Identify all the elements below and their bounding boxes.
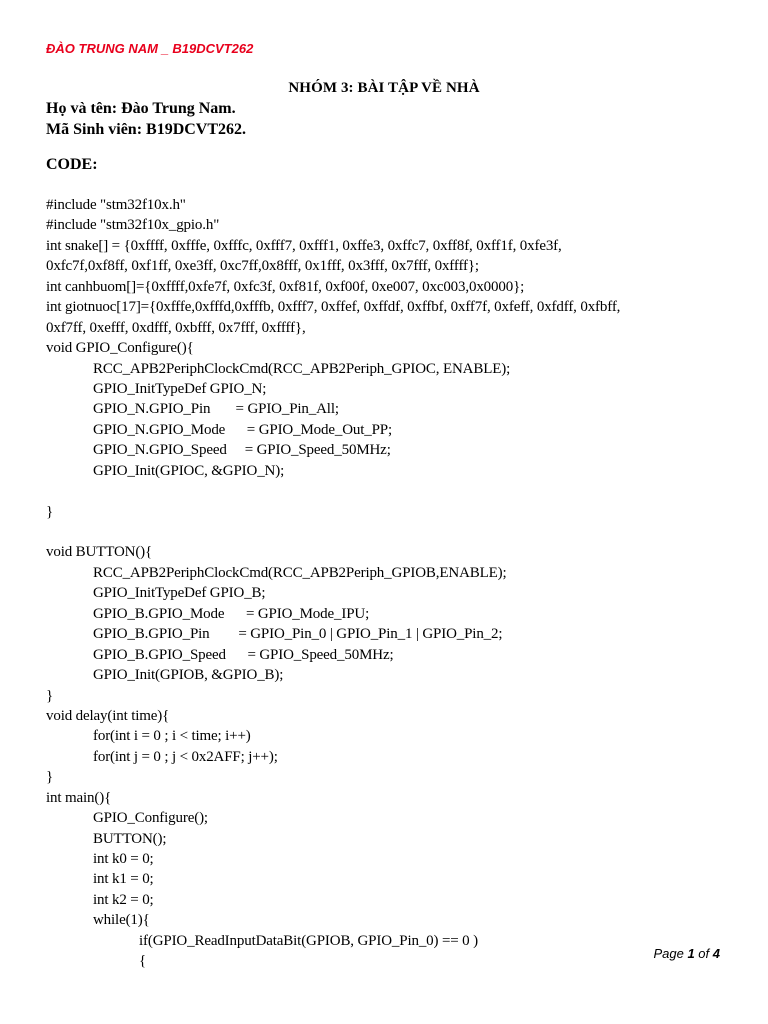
code-line: 0xfc7f,0xf8ff, 0xf1ff, 0xe3ff, 0xc7ff,0x8fff, 0x1fff, 0x3fff, 0x7fff, 0xffff}; xyxy=(46,258,479,275)
code-line: for(int i = 0 ; i < time; i++) xyxy=(93,728,251,745)
code-line: } xyxy=(46,769,54,786)
code-line: void delay(int time){ xyxy=(46,707,170,724)
page-footer xyxy=(653,946,720,961)
code-line: GPIO_N.GPIO_Speed = GPIO_Speed_50MHz; xyxy=(93,442,391,459)
footer-total-pages: 4 xyxy=(712,946,720,961)
code-line: int k2 = 0; xyxy=(93,891,154,908)
code-line: for(int j = 0 ; j < 0x2AFF; j++); xyxy=(93,748,278,765)
header-author: ĐÀO TRUNG NAM _ B19DCVT262 xyxy=(46,41,254,56)
code-line: #include "stm32f10x.h" xyxy=(46,197,186,213)
code-line: } xyxy=(46,503,54,520)
code-line: GPIO_Init(GPIOB, &GPIO_B); xyxy=(93,667,284,684)
footer-page-word: Page xyxy=(653,946,688,961)
document-title: NHÓM 3: BÀI TẬP VỀ NHÀ xyxy=(288,80,480,96)
footer-current-page: 1 xyxy=(687,946,695,961)
code-line: RCC_APB2PeriphClockCmd(RCC_APB2Periph_GPIOC, ENABLE); xyxy=(93,360,511,377)
code-line: if(GPIO_ReadInputDataBit(GPIOB, GPIO_Pin_0) == 0 ) xyxy=(139,932,478,949)
code-line: GPIO_Configure(); xyxy=(93,810,208,827)
code-line: RCC_APB2PeriphClockCmd(RCC_APB2Periph_GPIOB,ENABLE); xyxy=(93,564,507,581)
code-line: GPIO_InitTypeDef GPIO_N; xyxy=(93,380,267,397)
code-line: GPIO_N.GPIO_Mode = GPIO_Mode_Out_PP; xyxy=(93,421,392,438)
code-line: void GPIO_Configure(){ xyxy=(46,340,194,357)
code-line: int main(){ xyxy=(46,789,112,806)
student-name: Họ và tên: Đào Trung Nam. xyxy=(46,100,236,117)
code-line: #include "stm32f10x_gpio.h" xyxy=(46,217,220,234)
code-line: int k0 = 0; xyxy=(93,851,154,867)
code-line: int giotnuoc[17]={0xfffe,0xfffd,0xfffb, 0xfff7, 0xffef, 0xffdf, 0xffbf, 0xff7f, 0xfeff, 0xfdff, 0xfbff, xyxy=(46,299,621,316)
footer-of-word: of xyxy=(694,946,713,961)
code-line: int canhbuom[]={0xffff,0xfe7f, 0xfc3f, 0xf81f, 0xf00f, 0xe007, 0xc003,0x0000}; xyxy=(46,278,525,295)
code-line: GPIO_Init(GPIOC, &GPIO_N); xyxy=(93,462,285,479)
code-line xyxy=(46,522,736,542)
code-line xyxy=(46,481,736,501)
code-line: GPIO_B.GPIO_Mode = GPIO_Mode_IPU; xyxy=(93,605,370,622)
code-line: { xyxy=(139,953,147,970)
code-line: GPIO_B.GPIO_Pin = GPIO_Pin_0 | GPIO_Pin_1 | GPIO_Pin_2; xyxy=(93,626,503,643)
code-line: } xyxy=(46,687,54,704)
code-line: GPIO_B.GPIO_Speed = GPIO_Speed_50MHz; xyxy=(93,646,394,663)
code-line: GPIO_N.GPIO_Pin = GPIO_Pin_All; xyxy=(93,401,339,418)
code-line: GPIO_InitTypeDef GPIO_B; xyxy=(93,585,266,602)
code-heading: CODE: xyxy=(46,156,98,173)
code-line: BUTTON(); xyxy=(93,830,167,847)
code-line: void BUTTON(){ xyxy=(46,544,153,561)
code-line: while(1){ xyxy=(93,912,150,929)
code-line: 0xf7ff, 0xefff, 0xdfff, 0xbfff, 0x7fff, 0xffff}, xyxy=(46,319,306,336)
code-line: int snake[] = {0xffff, 0xfffe, 0xfffc, 0xfff7, 0xfff1, 0xffe3, 0xffc7, 0xff8f, 0xff1f, 0xfe3f, xyxy=(46,237,562,254)
student-id: Mã Sinh viên: B19DCVT262. xyxy=(46,121,247,138)
code-line: int k1 = 0; xyxy=(93,871,154,888)
code-block xyxy=(46,195,736,972)
